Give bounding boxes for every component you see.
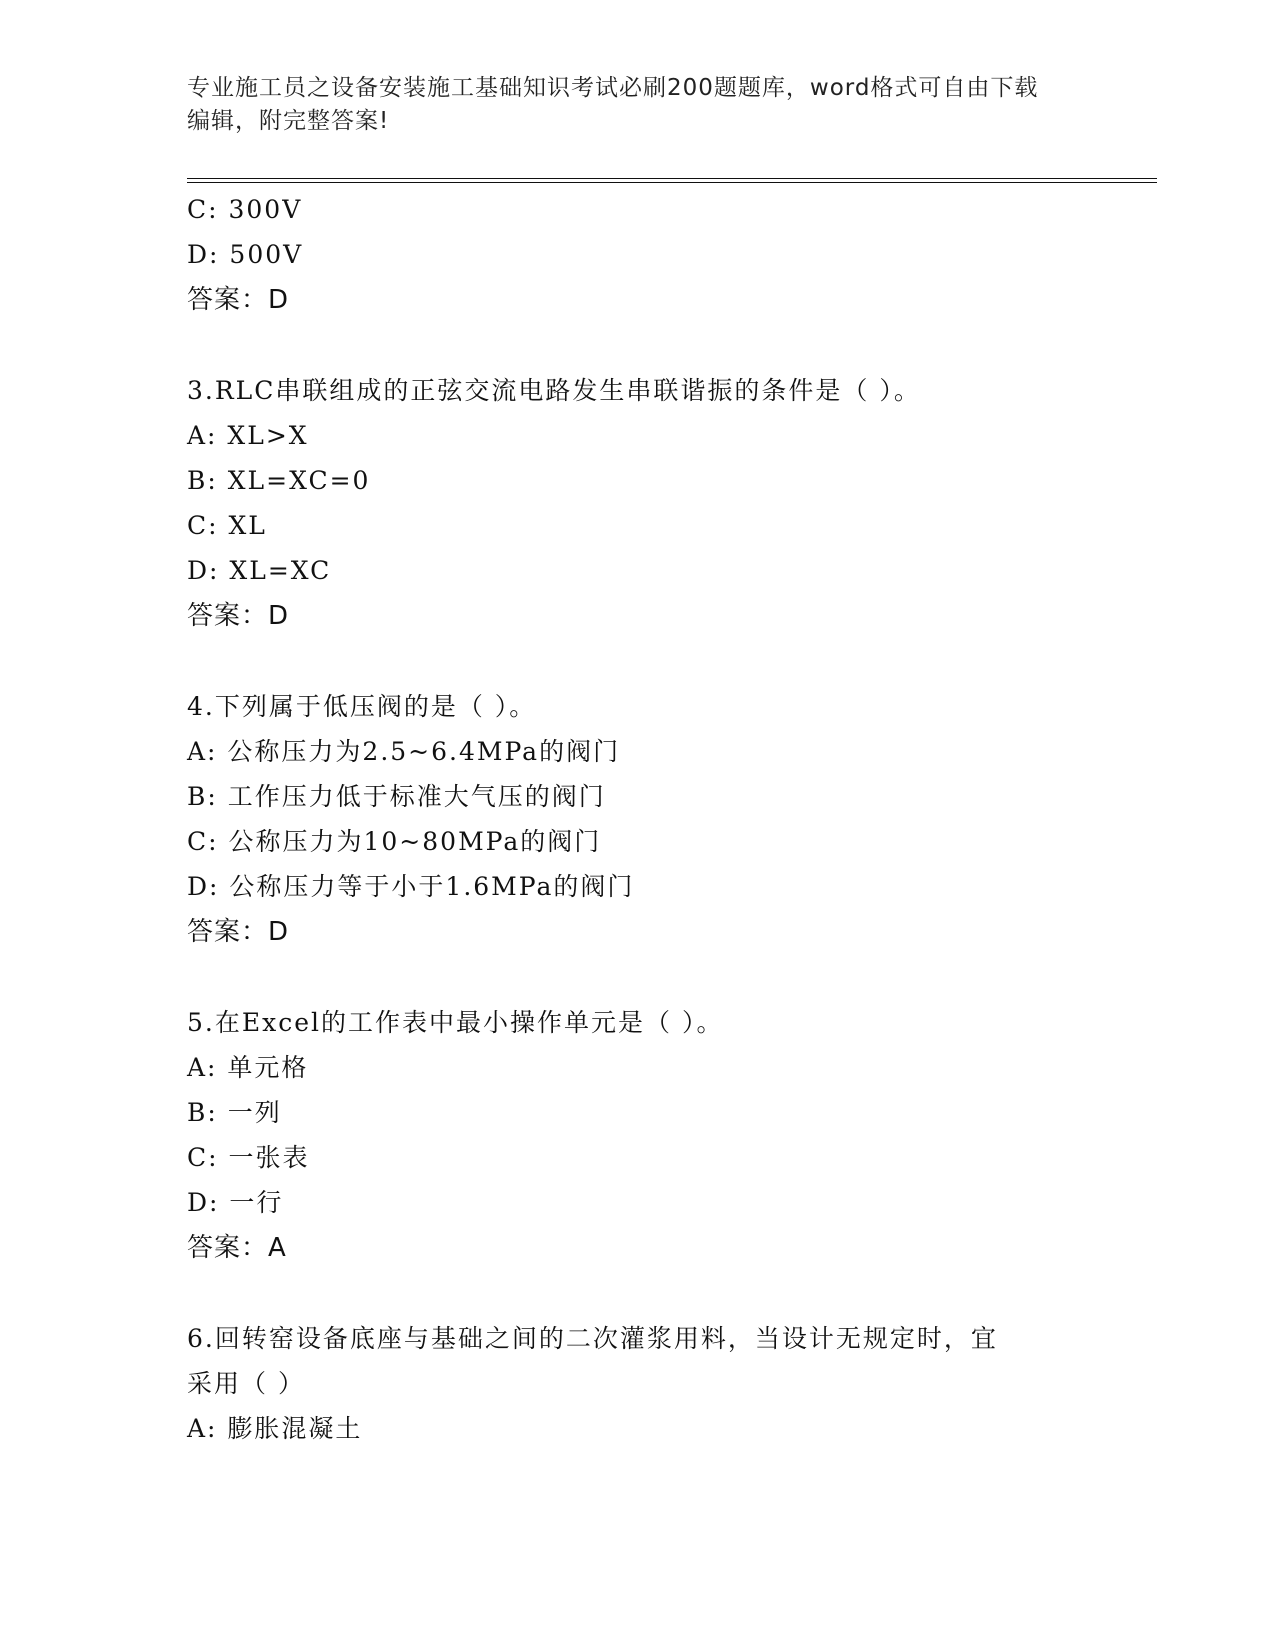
q5-option-b: B: 一列 xyxy=(187,1098,282,1127)
q3-answer: 答案：D xyxy=(187,601,290,631)
header-line-2: 编辑，附完整答案! xyxy=(187,108,390,134)
q3-option-d: D: XL=XC xyxy=(187,556,332,585)
q5-option-a: A: 单元格 xyxy=(187,1053,309,1082)
q4-answer: 答案：D xyxy=(187,917,290,947)
q2-option-d: D: 500V xyxy=(187,240,304,269)
q2-answer: 答案：D xyxy=(187,285,290,315)
q5-answer: 答案：A xyxy=(187,1233,287,1263)
q4-question: 4.下列属于低压阀的是（ ）。 xyxy=(187,692,537,721)
q6-question-line-1: 6.回转窑设备底座与基础之间的二次灌浆用料，当设计无规定时，宜 xyxy=(187,1324,998,1353)
q3-option-c: C: XL xyxy=(187,511,267,540)
q5-option-c: C: 一张表 xyxy=(187,1143,310,1172)
page-header xyxy=(187,72,1087,138)
q5-option-d: D: 一行 xyxy=(187,1188,284,1217)
q4-option-b: B: 工作压力低于标准大气压的阀门 xyxy=(187,782,606,811)
q2-option-c: C: 300V xyxy=(187,195,303,224)
header-divider xyxy=(187,178,1157,183)
q5-question: 5.在Excel的工作表中最小操作单元是（ ）。 xyxy=(187,1008,724,1037)
q4-option-a: A: 公称压力为2.5~6.4MPa的阀门 xyxy=(187,737,621,766)
q4-option-d: D: 公称压力等于小于1.6MPa的阀门 xyxy=(187,872,635,901)
q3-option-b: B: XL=XC=0 xyxy=(187,466,371,495)
q3-option-a: A: XL>X xyxy=(187,421,309,450)
q6-question-line-2: 采用（ ） xyxy=(187,1369,305,1398)
q3-question: 3.RLC串联组成的正弦交流电路发生串联谐振的条件是（ ）。 xyxy=(187,376,921,405)
q6-option-a: A: 膨胀混凝土 xyxy=(187,1414,363,1443)
header-line-1: 专业施工员之设备安装施工基础知识考试必刷200题题库，word格式可自由下载 xyxy=(187,75,1039,101)
q4-option-c: C: 公称压力为10~80MPa的阀门 xyxy=(187,827,602,856)
